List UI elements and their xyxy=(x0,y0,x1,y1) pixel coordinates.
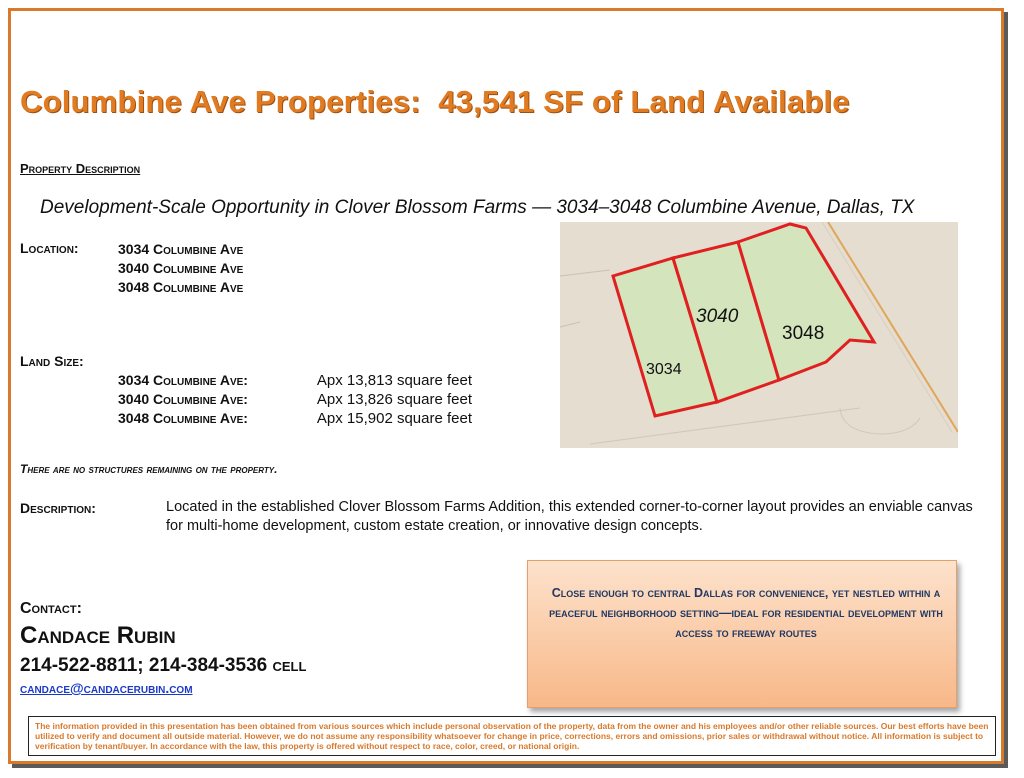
page-title: Columbine Ave Properties: 43,541 SF of Land Available xyxy=(20,84,850,119)
location-address: 3034 Columbine Ave xyxy=(118,241,244,257)
land-size-address: 3040 Columbine Ave: xyxy=(118,391,248,407)
land-size-label: Land Size: xyxy=(20,353,84,369)
land-size-value: Apx 13,813 square feet xyxy=(316,372,473,389)
land-size-row xyxy=(118,391,472,411)
description-label: Description: xyxy=(20,500,96,516)
lot-map xyxy=(560,222,958,448)
contact-name: Candace Rubin xyxy=(20,622,176,649)
location-address: 3048 Columbine Ave xyxy=(118,279,244,295)
land-size-address: 3034 Columbine Ave: xyxy=(118,372,248,388)
property-subtitle: Development-Scale Opportunity in Clover Blossom Farms — 3034–3048 Columbine Avenue, Dallas, TX xyxy=(40,197,915,218)
contact-phone xyxy=(20,655,306,677)
land-size-row xyxy=(118,372,472,392)
lot-label-3048: 3048 xyxy=(782,323,825,344)
lot-map-svg xyxy=(560,222,958,448)
land-size-row xyxy=(118,410,472,430)
location-list xyxy=(118,240,243,297)
lot-label-3034: 3034 xyxy=(646,361,682,378)
lot-label-3040: 3040 xyxy=(696,306,739,327)
land-size-value: Apx 13,826 square feet xyxy=(316,391,473,408)
contact-cell-label: cell xyxy=(272,655,307,676)
location-label: Location: xyxy=(20,240,79,256)
callout-text: Close enough to central Dallas for convenience, yet nestled within a peaceful neighborhood setting—ideal for residential development with access to freeway routes xyxy=(549,586,943,640)
contact-phone-numbers: 214-522-8811; 214-384-3536 xyxy=(20,655,268,676)
disclaimer-box: The information provided in this presentation has been obtained from various sources which include personal observation of the property, data from the owner and his employees and/or other reliable sources. Our best efforts have been utilized to verify and document all outside material. However, we do not assume any responsibility whatsoever for change in price, corrections, errors and omissions, prior sales or withdrawal without notice. All information is subject to verification by tenant/buyer. In accordance with the law, this property is offered without respect to race, color, creed, or national origin. xyxy=(28,716,996,756)
contact-email-link[interactable]: candace@candacerubin.com xyxy=(20,680,193,696)
contact-label: Contact: xyxy=(20,600,82,617)
callout-box xyxy=(527,560,957,708)
location-address: 3040 Columbine Ave xyxy=(118,260,244,276)
section-heading-property-description: Property Description xyxy=(20,161,141,176)
description-text: Located in the established Clover Blossom Farms Addition, this extended corner-to-corner layout provides an enviable canvas for multi-home development, custom estate creation, or innovative design concepts. xyxy=(166,499,973,534)
structures-note: There are no structures remaining on the property. xyxy=(20,462,278,476)
land-size-address: 3048 Columbine Ave: xyxy=(118,410,248,426)
land-size-value: Apx 15,902 square feet xyxy=(316,410,473,427)
